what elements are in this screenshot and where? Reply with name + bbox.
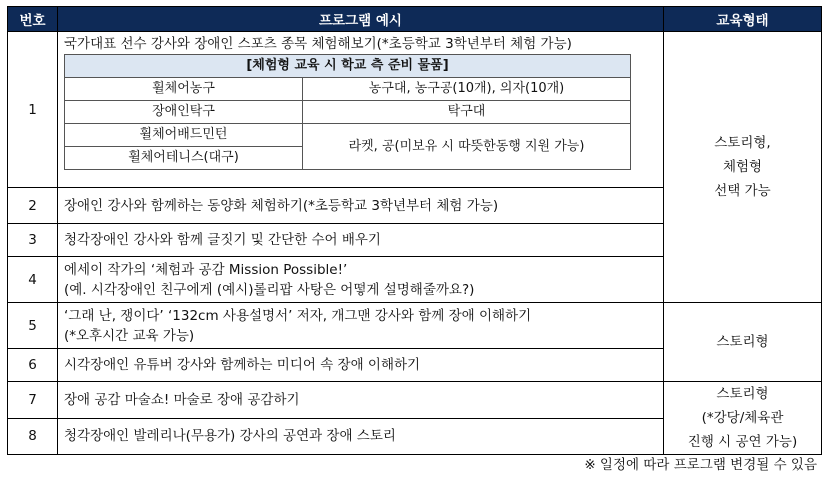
table-row (8, 382, 822, 419)
program-line: 에세이 작가의 ‘체험과 공감 Mission Possible!’ (64, 261, 348, 278)
prep-sport: 휠체어농구 (65, 78, 303, 101)
form-group-1 (664, 32, 822, 303)
prep-row (65, 78, 631, 101)
form-line: 진행 시 공연 가능) (687, 434, 798, 450)
form-line: 스토리형 (716, 334, 769, 350)
header-program: 프로그램 예시 (58, 7, 664, 32)
prep-sport: 휠체어테니스(대구) (65, 147, 303, 170)
form-line: 스토리형, (714, 135, 771, 151)
form-group-2 (664, 303, 822, 382)
row-number: 1 (8, 32, 58, 188)
row-program (58, 303, 664, 349)
program-line: (*오후시간 교육 가능) (64, 327, 195, 344)
row-number: 7 (8, 382, 58, 419)
prep-row (65, 124, 631, 147)
row-number: 3 (8, 224, 58, 257)
table-header-row (8, 7, 822, 32)
row-program: 시각장애인 유튜버 강사와 함께하는 미디어 속 장애 이해하기 (58, 349, 664, 382)
prep-title-row (65, 55, 631, 78)
row-program: 청각장애인 발레리나(무용가) 강사의 공연과 장애 스토리 (58, 418, 664, 455)
row-program (58, 32, 664, 188)
row-number: 8 (8, 418, 58, 455)
prep-sport: 장애인탁구 (65, 101, 303, 124)
prep-row (65, 101, 631, 124)
row-program: 장애인 강사와 함께하는 동양화 체험하기(*초등학교 3학년부터 체험 가능) (58, 188, 664, 224)
prep-supply: 라켓, 공(미보유 시 따뜻한동행 지원 가능) (303, 124, 631, 170)
row-program: 장애 공감 마술쇼! 마술로 장애 공감하기 (58, 382, 664, 419)
row-number: 4 (8, 257, 58, 303)
form-line: 선택 가능 (714, 183, 771, 199)
program-table (7, 6, 822, 455)
row-number: 5 (8, 303, 58, 349)
program-line: ‘그래 난, 쟁이다’ ‘132cm 사용설명서’ 저자, 개그맨 강사와 함께 장애 이해하기 (64, 307, 532, 324)
prep-title: [체험형 교육 시 학교 측 준비 물품] (65, 55, 631, 78)
table-row (8, 303, 822, 349)
prep-sport: 휠체어배드민턴 (65, 124, 303, 147)
program-line: (예. 시각장애인 친구에게 (예시)롤리팝 사탕은 어떻게 설명해줄까요?) (64, 281, 475, 298)
prep-supplies-table (64, 54, 631, 170)
row-number: 2 (8, 188, 58, 224)
form-line: (*강당/체육관 (701, 410, 784, 426)
header-number: 번호 (8, 7, 58, 32)
header-form: 교육형태 (664, 7, 822, 32)
form-line: 스토리형 (716, 386, 769, 402)
row-program (58, 257, 664, 303)
footnote: ※ 일정에 따라 프로그램 변경될 수 있음 (584, 457, 817, 473)
row-program: 청각장애인 강사와 함께 글짓기 및 간단한 수어 배우기 (58, 224, 664, 257)
prep-supply: 농구대, 농구공(10개), 의자(10개) (303, 78, 631, 101)
row-number: 6 (8, 349, 58, 382)
table-row (8, 32, 822, 188)
program-text: 국가대표 선수 강사와 장애인 스포츠 종목 체험해보기(*초등학교 3학년부터 체험 가능) (64, 36, 572, 52)
form-group-3 (664, 382, 822, 455)
prep-supply: 탁구대 (303, 101, 631, 124)
form-line: 체험형 (722, 159, 763, 175)
